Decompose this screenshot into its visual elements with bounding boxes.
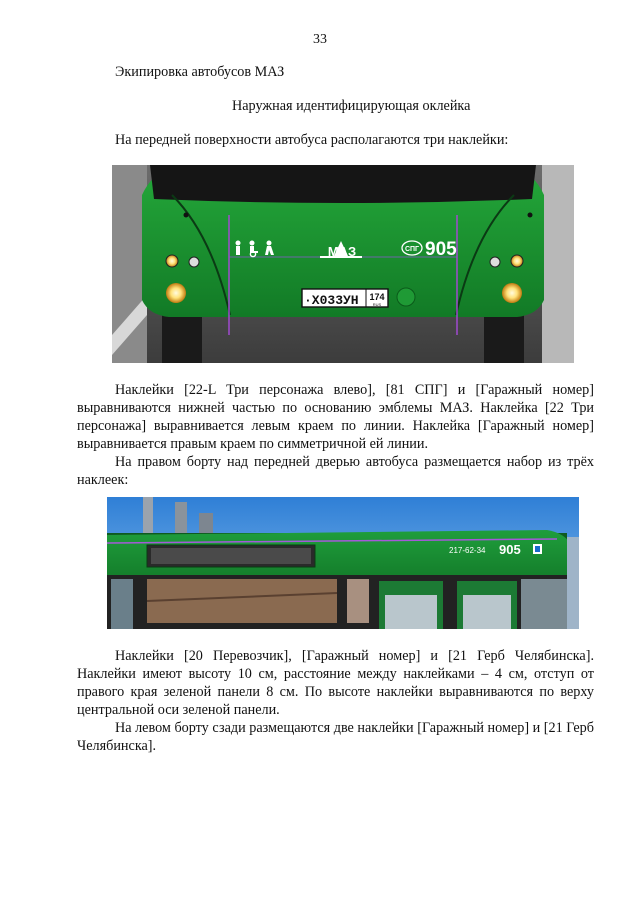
front-garage-number: 905 [425, 239, 457, 260]
maz-brand-text: МАЗ [327, 244, 357, 259]
intro-text: На передней поверхности автобуса располагаются три наклейки: [115, 132, 509, 148]
plate-country: RUS [372, 302, 382, 307]
subtitle: Наружная идентифицирующая оклейка [232, 98, 471, 114]
paragraph-front-rules-text: Наклейки [22-L Три персонажа влево], [81 СПГ] и [Гаражный номер] выравниваются нижней частью по основанию эмблемы МАЗ. Наклейка [22 Три персонажа] выравнивается левым краем по линии. Наклейка [Гаражный номер] выравнивается правым краем по симметричной ей линии. [77, 382, 594, 452]
side-phone-number: 217-62-34 [449, 546, 486, 555]
paragraph-sticker-size [77, 647, 594, 719]
paragraph-sticker-size-text: Наклейки [20 Перевозчик], [Гаражный номер] и [21 Герб Челябинска]. Наклейки имеют высоту 10 см, расстояние между наклейками – 4 см, отступ от правого края зеленой панели 8 см. По высоте наклейки выравниваются по верху центральной оси зеленой панели. [77, 648, 594, 718]
paragraph-right-side [77, 453, 594, 489]
bus-side-photo [107, 497, 579, 629]
section-title: Экипировка автобусов МАЗ [115, 64, 285, 80]
page-number: 33 [313, 32, 327, 47]
paragraph-front-rules [77, 381, 594, 453]
gas-badge: СПГ [404, 246, 420, 253]
plate-number: ·Х033УН [304, 293, 359, 308]
bus-front-photo [112, 165, 574, 363]
paragraph-right-side-text: На правом борту над передней дверью автобуса размещается набор из трёх наклеек: [77, 454, 594, 488]
plate-region: 174 [369, 292, 385, 302]
paragraph-left-side-text: На левом борту сзади размещаются две наклейки [Гаражный номер] и [21 Герб Челябинска]. [77, 720, 594, 754]
paragraph-left-side [77, 719, 594, 755]
side-garage-number: 905 [499, 542, 521, 557]
